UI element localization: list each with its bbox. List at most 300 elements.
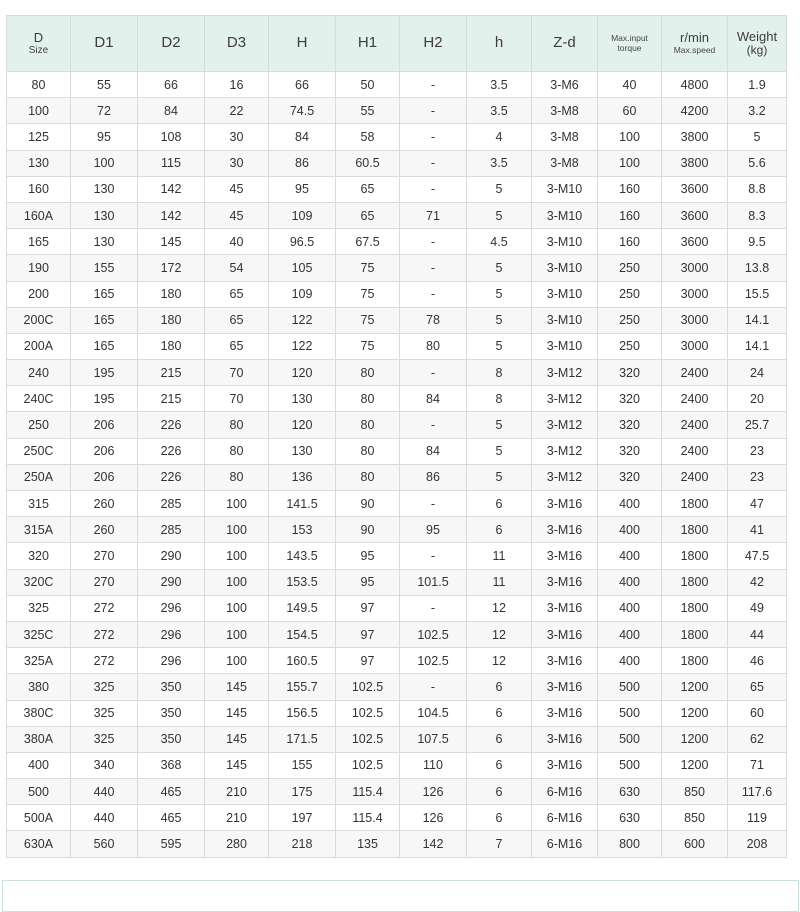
cell-h: 74.5 [269, 98, 336, 124]
cell-max-speed: 4800 [662, 72, 728, 98]
header-size-label: Size [28, 45, 49, 57]
cell-size: 315 [7, 491, 71, 517]
cell-h2: - [400, 491, 467, 517]
table-row [7, 464, 787, 490]
cell-max-speed: 1800 [662, 621, 728, 647]
cell-zd: 3-M12 [532, 386, 598, 412]
cell-h1: 75 [336, 255, 400, 281]
cell-max-speed: 1800 [662, 648, 728, 674]
cell-d3: 100 [205, 491, 269, 517]
cell-max-input-torque: 400 [598, 648, 662, 674]
cell-d1: 195 [71, 360, 138, 386]
cell-h1: 65 [336, 176, 400, 202]
cell-size: 190 [7, 255, 71, 281]
cell-weight: 62 [728, 726, 787, 752]
cell-h1: 65 [336, 202, 400, 228]
cell-d3: 80 [205, 464, 269, 490]
cell-d1: 195 [71, 386, 138, 412]
cell-d1: 72 [71, 98, 138, 124]
cell-d2: 226 [138, 464, 205, 490]
cell-zd: 6-M16 [532, 831, 598, 857]
cell-d3: 100 [205, 517, 269, 543]
cell-zd: 6-M16 [532, 805, 598, 831]
cell-h2: 95 [400, 517, 467, 543]
cell-d3: 210 [205, 805, 269, 831]
cell-zd: 3-M16 [532, 543, 598, 569]
cell-h1: 80 [336, 438, 400, 464]
cell-size: 165 [7, 229, 71, 255]
cell-weight: 1.9 [728, 72, 787, 98]
cell-d3: 100 [205, 595, 269, 621]
cell-h: 130 [269, 386, 336, 412]
cell-d1: 206 [71, 438, 138, 464]
cell-d3: 30 [205, 124, 269, 150]
table-header [7, 16, 787, 72]
table-row [7, 281, 787, 307]
cell-h: 66 [269, 72, 336, 98]
table-row [7, 595, 787, 621]
cell-zd: 3-M12 [532, 464, 598, 490]
cell-max-speed: 850 [662, 779, 728, 805]
cell-h2: - [400, 595, 467, 621]
cell-h1: 55 [336, 98, 400, 124]
table-row [7, 648, 787, 674]
cell-max-input-torque: 100 [598, 150, 662, 176]
cell-max-speed: 2400 [662, 386, 728, 412]
cell-zd: 3-M8 [532, 124, 598, 150]
cell-h-lower: 5 [467, 176, 532, 202]
table-row [7, 255, 787, 281]
cell-h-lower: 3.5 [467, 150, 532, 176]
table-row [7, 621, 787, 647]
cell-max-speed: 850 [662, 805, 728, 831]
cell-max-input-torque: 250 [598, 333, 662, 359]
cell-size: 630A [7, 831, 71, 857]
cell-d3: 80 [205, 412, 269, 438]
cell-h: 96.5 [269, 229, 336, 255]
cell-h-lower: 3.5 [467, 98, 532, 124]
cell-max-input-torque: 500 [598, 700, 662, 726]
cell-h2: - [400, 176, 467, 202]
cell-h-lower: 6 [467, 752, 532, 778]
cell-max-speed: 1800 [662, 491, 728, 517]
cell-h2: - [400, 674, 467, 700]
table-row [7, 124, 787, 150]
cell-zd: 3-M8 [532, 98, 598, 124]
cell-h-lower: 12 [467, 648, 532, 674]
table-row [7, 438, 787, 464]
cell-h1: 60.5 [336, 150, 400, 176]
cell-d1: 130 [71, 176, 138, 202]
cell-max-speed: 1200 [662, 674, 728, 700]
cell-d3: 45 [205, 202, 269, 228]
cell-h-lower: 6 [467, 726, 532, 752]
cell-d3: 100 [205, 569, 269, 595]
table-row [7, 333, 787, 359]
cell-max-input-torque: 320 [598, 360, 662, 386]
cell-d2: 215 [138, 386, 205, 412]
cell-weight: 8.3 [728, 202, 787, 228]
cell-h1: 75 [336, 333, 400, 359]
cell-max-speed: 2400 [662, 438, 728, 464]
cell-max-input-torque: 800 [598, 831, 662, 857]
table-row [7, 831, 787, 857]
cell-zd: 3-M16 [532, 752, 598, 778]
cell-max-input-torque: 320 [598, 438, 662, 464]
cell-h-lower: 8 [467, 360, 532, 386]
cell-max-input-torque: 320 [598, 464, 662, 490]
cell-d3: 145 [205, 726, 269, 752]
cell-weight: 119 [728, 805, 787, 831]
cell-weight: 8.8 [728, 176, 787, 202]
cell-max-input-torque: 40 [598, 72, 662, 98]
cell-h: 218 [269, 831, 336, 857]
cell-max-input-torque: 160 [598, 229, 662, 255]
cell-d2: 290 [138, 543, 205, 569]
cell-size: 380 [7, 674, 71, 700]
cell-d2: 296 [138, 595, 205, 621]
cell-max-speed: 600 [662, 831, 728, 857]
cell-max-speed: 2400 [662, 464, 728, 490]
cell-max-speed: 1200 [662, 752, 728, 778]
cell-h1: 95 [336, 569, 400, 595]
cell-h2: 104.5 [400, 700, 467, 726]
header-d-label: D [33, 29, 44, 45]
cell-d1: 440 [71, 779, 138, 805]
cell-h2: - [400, 281, 467, 307]
cell-size: 325A [7, 648, 71, 674]
cell-d2: 296 [138, 621, 205, 647]
cell-zd: 3-M10 [532, 255, 598, 281]
cell-max-speed: 1800 [662, 595, 728, 621]
cell-d2: 145 [138, 229, 205, 255]
cell-h-lower: 7 [467, 831, 532, 857]
cell-h-lower: 4 [467, 124, 532, 150]
cell-size: 240C [7, 386, 71, 412]
cell-zd: 3-M6 [532, 72, 598, 98]
cell-h: 153 [269, 517, 336, 543]
cell-max-input-torque: 630 [598, 779, 662, 805]
cell-size: 160A [7, 202, 71, 228]
cell-h2: 86 [400, 464, 467, 490]
header-weight [728, 16, 787, 72]
cell-d1: 340 [71, 752, 138, 778]
cell-h-lower: 12 [467, 595, 532, 621]
cell-max-speed: 1200 [662, 726, 728, 752]
cell-max-speed: 3000 [662, 281, 728, 307]
cell-d2: 350 [138, 674, 205, 700]
cell-max-input-torque: 500 [598, 674, 662, 700]
cell-max-speed: 2400 [662, 412, 728, 438]
cell-max-input-torque: 630 [598, 805, 662, 831]
cell-zd: 3-M8 [532, 150, 598, 176]
cell-max-speed: 3800 [662, 124, 728, 150]
cell-h: 171.5 [269, 726, 336, 752]
cell-weight: 20 [728, 386, 787, 412]
cell-weight: 49 [728, 595, 787, 621]
cell-d3: 40 [205, 229, 269, 255]
cell-h: 175 [269, 779, 336, 805]
cell-zd: 3-M16 [532, 726, 598, 752]
table-row [7, 543, 787, 569]
cell-d1: 206 [71, 412, 138, 438]
cell-size: 320C [7, 569, 71, 595]
cell-d2: 296 [138, 648, 205, 674]
cell-h2: - [400, 412, 467, 438]
cell-d1: 272 [71, 648, 138, 674]
cell-weight: 5.6 [728, 150, 787, 176]
cell-max-speed: 1800 [662, 543, 728, 569]
cell-d2: 226 [138, 412, 205, 438]
cell-h-lower: 5 [467, 412, 532, 438]
header-d3: D3 [205, 16, 269, 72]
cell-d3: 54 [205, 255, 269, 281]
cell-d3: 65 [205, 333, 269, 359]
cell-h-lower: 5 [467, 438, 532, 464]
cell-h1: 135 [336, 831, 400, 857]
cell-h1: 75 [336, 281, 400, 307]
cell-d3: 100 [205, 648, 269, 674]
cell-h2: - [400, 98, 467, 124]
cell-d3: 210 [205, 779, 269, 805]
table-row [7, 412, 787, 438]
cell-h: 155.7 [269, 674, 336, 700]
cell-h2: 84 [400, 438, 467, 464]
cell-h-lower: 6 [467, 805, 532, 831]
cell-size: 380C [7, 700, 71, 726]
cell-h-lower: 5 [467, 202, 532, 228]
cell-d3: 100 [205, 543, 269, 569]
cell-h1: 102.5 [336, 674, 400, 700]
cell-d3: 65 [205, 281, 269, 307]
header-row [7, 16, 787, 72]
cell-h-lower: 6 [467, 491, 532, 517]
cell-h: 155 [269, 752, 336, 778]
cell-d1: 270 [71, 543, 138, 569]
cell-d1: 270 [71, 569, 138, 595]
cell-max-input-torque: 320 [598, 386, 662, 412]
cell-d2: 595 [138, 831, 205, 857]
cell-d2: 215 [138, 360, 205, 386]
cell-h1: 80 [336, 412, 400, 438]
cell-h: 141.5 [269, 491, 336, 517]
cell-size: 325C [7, 621, 71, 647]
cell-h-lower: 11 [467, 543, 532, 569]
cell-size: 200 [7, 281, 71, 307]
table-row [7, 176, 787, 202]
cell-size: 80 [7, 72, 71, 98]
cell-weight: 208 [728, 831, 787, 857]
cell-max-speed: 3000 [662, 333, 728, 359]
cell-size: 500 [7, 779, 71, 805]
cell-h1: 80 [336, 360, 400, 386]
cell-h2: - [400, 124, 467, 150]
header-max-speed-label: Max.speed [673, 44, 716, 55]
cell-d3: 22 [205, 98, 269, 124]
cell-weight: 117.6 [728, 779, 787, 805]
table-row [7, 569, 787, 595]
cell-d2: 142 [138, 202, 205, 228]
cell-h1: 50 [336, 72, 400, 98]
cell-h2: 71 [400, 202, 467, 228]
cell-weight: 60 [728, 700, 787, 726]
cell-h1: 95 [336, 543, 400, 569]
cell-h2: 101.5 [400, 569, 467, 595]
cell-h-lower: 6 [467, 779, 532, 805]
cell-h2: - [400, 150, 467, 176]
header-d-size [7, 16, 71, 72]
cell-max-input-torque: 60 [598, 98, 662, 124]
cell-zd: 3-M12 [532, 412, 598, 438]
table-row [7, 72, 787, 98]
header-h-lower: h [467, 16, 532, 72]
cell-max-speed: 3600 [662, 229, 728, 255]
header-zd: Z-d [532, 16, 598, 72]
cell-weight: 14.1 [728, 307, 787, 333]
cell-d3: 70 [205, 386, 269, 412]
table-row [7, 307, 787, 333]
cell-d3: 100 [205, 621, 269, 647]
header-rmin-max-speed [662, 16, 728, 72]
cell-h-lower: 6 [467, 517, 532, 543]
cell-weight: 47 [728, 491, 787, 517]
cell-d2: 66 [138, 72, 205, 98]
cell-h: 120 [269, 360, 336, 386]
cell-h2: - [400, 543, 467, 569]
cell-weight: 5 [728, 124, 787, 150]
cell-h1: 97 [336, 621, 400, 647]
cell-d1: 260 [71, 517, 138, 543]
cell-max-speed: 1800 [662, 517, 728, 543]
cell-d2: 180 [138, 333, 205, 359]
cell-max-speed: 1200 [662, 700, 728, 726]
cell-weight: 24 [728, 360, 787, 386]
bottom-panel [2, 880, 799, 912]
cell-zd: 3-M16 [532, 700, 598, 726]
cell-d3: 30 [205, 150, 269, 176]
cell-d3: 280 [205, 831, 269, 857]
table-row [7, 700, 787, 726]
cell-d2: 84 [138, 98, 205, 124]
cell-d2: 172 [138, 255, 205, 281]
cell-zd: 6-M16 [532, 779, 598, 805]
cell-d1: 165 [71, 307, 138, 333]
cell-d2: 350 [138, 726, 205, 752]
cell-d2: 368 [138, 752, 205, 778]
cell-weight: 15.5 [728, 281, 787, 307]
cell-d2: 350 [138, 700, 205, 726]
cell-weight: 46 [728, 648, 787, 674]
table-row [7, 779, 787, 805]
cell-zd: 3-M12 [532, 360, 598, 386]
cell-h: 122 [269, 307, 336, 333]
cell-d2: 285 [138, 517, 205, 543]
header-d1: D1 [71, 16, 138, 72]
cell-h: 136 [269, 464, 336, 490]
cell-h2: 126 [400, 779, 467, 805]
cell-zd: 3-M16 [532, 648, 598, 674]
cell-d3: 145 [205, 674, 269, 700]
cell-h1: 102.5 [336, 726, 400, 752]
cell-h: 95 [269, 176, 336, 202]
cell-max-speed: 3800 [662, 150, 728, 176]
cell-weight: 9.5 [728, 229, 787, 255]
cell-zd: 3-M10 [532, 281, 598, 307]
cell-h1: 102.5 [336, 752, 400, 778]
cell-h2: 102.5 [400, 621, 467, 647]
cell-h2: - [400, 72, 467, 98]
cell-d1: 130 [71, 202, 138, 228]
cell-h1: 58 [336, 124, 400, 150]
table-row [7, 805, 787, 831]
cell-zd: 3-M10 [532, 229, 598, 255]
header-weight-label: Weight [736, 28, 778, 44]
cell-weight: 23 [728, 464, 787, 490]
cell-h-lower: 5 [467, 255, 532, 281]
cell-weight: 44 [728, 621, 787, 647]
cell-max-input-torque: 500 [598, 726, 662, 752]
cell-h1: 97 [336, 595, 400, 621]
cell-size: 400 [7, 752, 71, 778]
cell-h1: 80 [336, 464, 400, 490]
cell-size: 315A [7, 517, 71, 543]
cell-d2: 290 [138, 569, 205, 595]
cell-zd: 3-M10 [532, 333, 598, 359]
cell-h-lower: 8 [467, 386, 532, 412]
cell-h1: 115.4 [336, 779, 400, 805]
table-row [7, 726, 787, 752]
cell-max-speed: 1800 [662, 569, 728, 595]
cell-h2: 80 [400, 333, 467, 359]
cell-h: 130 [269, 438, 336, 464]
header-max-input-torque [598, 16, 662, 72]
cell-h1: 97 [336, 648, 400, 674]
cell-zd: 3-M16 [532, 569, 598, 595]
cell-max-speed: 3000 [662, 307, 728, 333]
cell-h2: - [400, 360, 467, 386]
cell-h: 105 [269, 255, 336, 281]
cell-d3: 45 [205, 176, 269, 202]
cell-weight: 25.7 [728, 412, 787, 438]
cell-size: 380A [7, 726, 71, 752]
cell-size: 200A [7, 333, 71, 359]
cell-max-input-torque: 400 [598, 543, 662, 569]
cell-h: 149.5 [269, 595, 336, 621]
cell-d2: 285 [138, 491, 205, 517]
cell-d1: 130 [71, 229, 138, 255]
cell-h-lower: 6 [467, 700, 532, 726]
cell-d1: 165 [71, 281, 138, 307]
cell-h: 109 [269, 281, 336, 307]
cell-size: 325 [7, 595, 71, 621]
cell-h: 156.5 [269, 700, 336, 726]
cell-d3: 65 [205, 307, 269, 333]
cell-weight: 47.5 [728, 543, 787, 569]
cell-d2: 115 [138, 150, 205, 176]
cell-d1: 325 [71, 726, 138, 752]
cell-max-input-torque: 400 [598, 569, 662, 595]
cell-h2: 126 [400, 805, 467, 831]
cell-size: 500A [7, 805, 71, 831]
table-row [7, 517, 787, 543]
table-row [7, 360, 787, 386]
cell-d1: 165 [71, 333, 138, 359]
table-row [7, 150, 787, 176]
cell-d2: 108 [138, 124, 205, 150]
cell-size: 100 [7, 98, 71, 124]
header-torque-label: torque [617, 42, 642, 53]
cell-d1: 560 [71, 831, 138, 857]
